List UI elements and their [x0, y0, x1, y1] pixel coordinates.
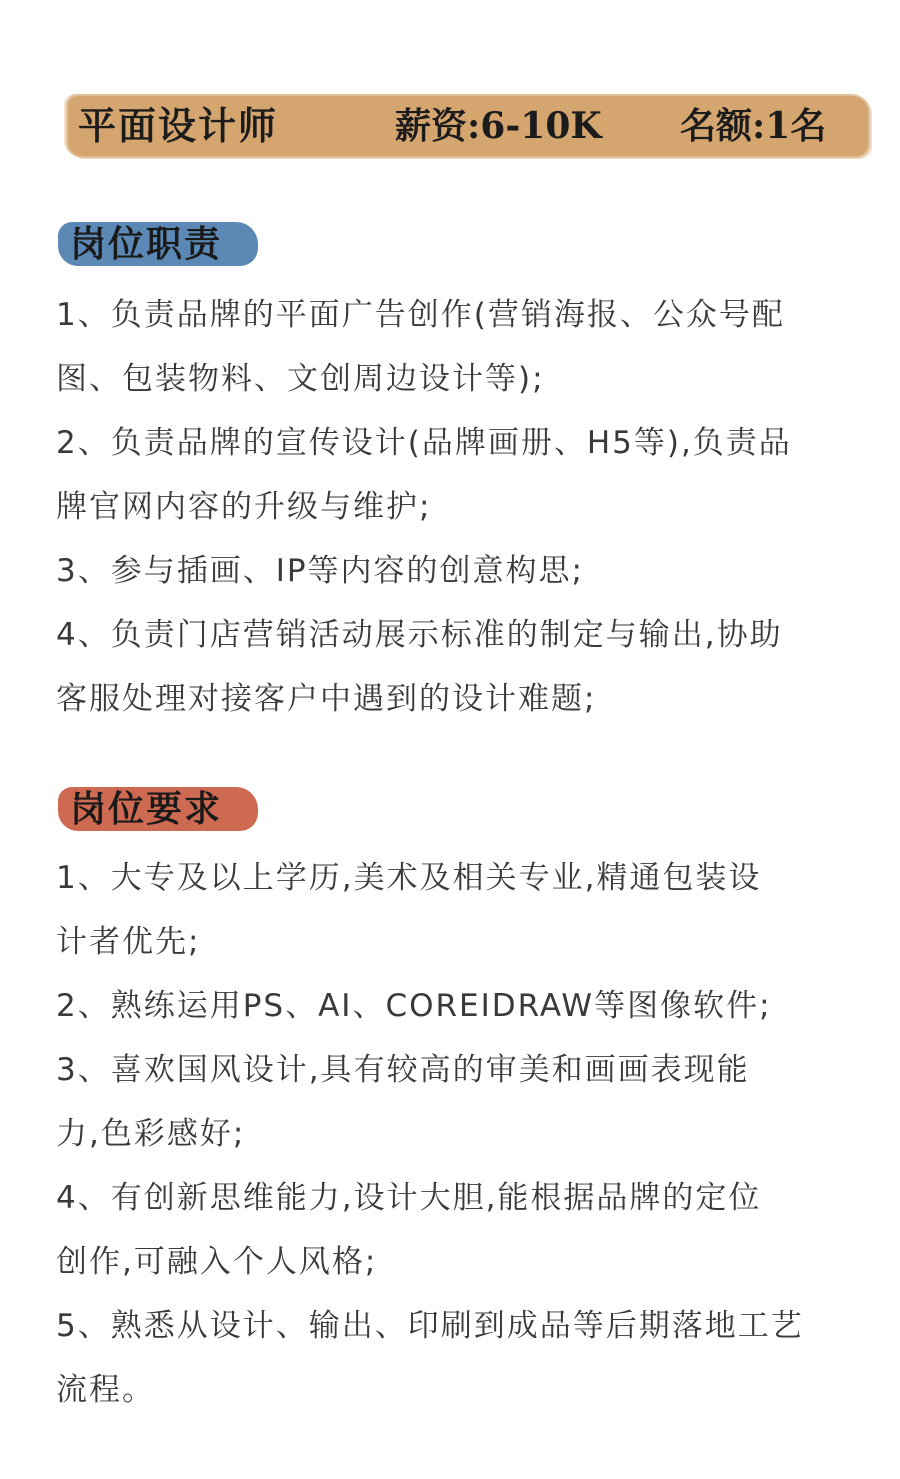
- requirement-line: 力,色彩感好;: [56, 1116, 246, 1152]
- responsibility-line: 图、包装物料、文创周边设计等);: [56, 361, 545, 397]
- salary: 薪资:6-10K: [395, 105, 602, 147]
- requirement-line: 3、喜欢国风设计,具有较高的审美和画画表现能: [56, 1052, 750, 1088]
- responsibilities-heading: 岗位职责: [70, 223, 223, 265]
- responsibility-line: 2、负责品牌的宣传设计(品牌画册、H5等),负责品: [56, 425, 792, 461]
- responsibility-line: 客服处理对接客户中遇到的设计难题;: [56, 681, 597, 717]
- requirement-line: 计者优先;: [56, 924, 201, 960]
- requirement-line: 2、熟练运用PS、AI、COREIDRAW等图像软件;: [56, 988, 772, 1024]
- requirement-line: 5、熟悉从设计、输出、印刷到成品等后期落地工艺: [56, 1308, 804, 1344]
- requirements-heading: 岗位要求: [70, 788, 223, 830]
- requirement-line: 4、有创新思维能力,设计大胆,能根据品牌的定位: [56, 1180, 762, 1216]
- quota: 名额:1名: [680, 105, 827, 147]
- requirement-line: 1、大专及以上学历,美术及相关专业,精通包装设: [56, 860, 762, 896]
- responsibility-line: 3、参与插画、IP等内容的创意构思;: [56, 553, 585, 589]
- job-title: 平面设计师: [78, 103, 279, 148]
- responsibility-line: 牌官网内容的升级与维护;: [56, 489, 432, 525]
- responsibility-line: 4、负责门店营销活动展示标准的制定与输出,协助: [56, 617, 783, 653]
- requirement-line: 创作,可融入个人风格;: [56, 1244, 378, 1280]
- requirement-line: 流程。: [56, 1372, 155, 1408]
- responsibility-line: 1、负责品牌的平面广告创作(营销海报、公众号配: [56, 297, 785, 333]
